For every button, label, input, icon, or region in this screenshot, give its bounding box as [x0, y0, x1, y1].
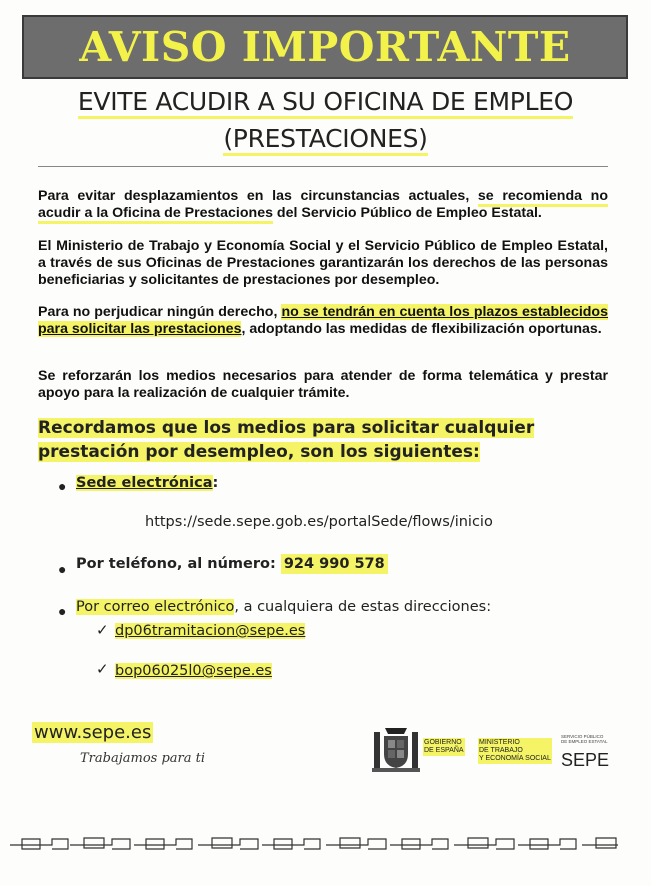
- subtitle-line-2: [0, 124, 651, 153]
- check-icon: ✓: [96, 621, 109, 639]
- sepe-logo-text: SEPE: [561, 750, 610, 770]
- p3-underlined: no se tendrán en cuenta los plazos establecidos para solicitar las prestaciones: [38, 304, 608, 337]
- check-icon: ✓: [96, 660, 109, 678]
- subtitle-text-1: EVITE ACUDIR A SU OFICINA DE EMPLEO: [78, 87, 573, 119]
- website-link[interactable]: www.sepe.es: [34, 722, 152, 743]
- sede-label: Sede electrónica: [76, 475, 213, 491]
- recall-text: Recordamos que los medios para solicitar cualquier prestación por desempleo, son los siguientes:: [38, 418, 535, 462]
- p3-text-a: Para no perjudicar ningún derecho,: [38, 304, 282, 320]
- ministerio-line-3: Y ECONOMÍA SOCIAL: [479, 755, 551, 762]
- divider: [38, 166, 608, 167]
- government-logo: [371, 722, 627, 778]
- email-link-1[interactable]: dp06tramitacion@sepe.es: [115, 623, 306, 639]
- email-label: Por correo electrónico: [76, 599, 235, 615]
- p1-underlined: se recomienda no acudir a la Oficina de Prestaciones: [38, 188, 608, 224]
- paragraph-1: [38, 188, 608, 222]
- sede-url-link[interactable]: https://sede.sepe.gob.es/portalSede/flows/inicio: [145, 514, 493, 530]
- banner-title: AVISO IMPORTANTE: [79, 23, 571, 71]
- email-link-2[interactable]: bop06025l0@sepe.es: [115, 663, 272, 679]
- bullet-email: [76, 599, 491, 615]
- sede-suffix: :: [212, 475, 219, 491]
- bullet-dot-1: ●: [58, 478, 67, 494]
- gobierno-label: [423, 738, 465, 756]
- footer-border-pattern: [10, 829, 640, 857]
- ministerio-line-1: MINISTERIO: [479, 739, 520, 746]
- gobierno-line-1: GOBIERNO: [424, 739, 462, 746]
- phone-number: 924 990 578: [281, 554, 388, 574]
- paragraph-4: Se reforzarán los medios necesarios para atender de forma telemática y prestar apoyo para la realización de cualquier trámite.: [38, 368, 608, 401]
- subtitle-line-1: [0, 87, 651, 116]
- p1-text-b: del Servicio Público de Empleo Estatal.: [272, 205, 542, 221]
- sepe-fullname-line-2: DE EMPLEO ESTATAL: [561, 739, 608, 744]
- tagline: Trabajamos para ti: [80, 751, 205, 766]
- ministerio-label: [478, 738, 552, 764]
- bullet-phone: [76, 556, 388, 572]
- p1-text-a: Para evitar desplazamientos en las circunstancias actuales,: [38, 188, 478, 204]
- bullet-dot-3: ●: [58, 603, 67, 619]
- bullet-dot-2: ●: [58, 561, 67, 577]
- recall-heading: [38, 416, 613, 464]
- email-suffix: , a cualquiera de estas direcciones:: [234, 599, 492, 615]
- paragraph-2: El Ministerio de Trabajo y Economía Social y el Servicio Público de Empleo Estatal, a través de sus Oficinas de Prestaciones garantizarán los derechos de las personas beneficiarias y solicitantes de prestaciones por desempleo.: [38, 238, 608, 288]
- p3-text-b: , adoptando las medidas de flexibilización oportunas.: [241, 321, 602, 337]
- ministerio-line-2: DE TRABAJO: [479, 747, 523, 754]
- notice-banner: [22, 15, 628, 79]
- subtitle-text-2: (PRESTACIONES): [223, 124, 427, 156]
- coat-of-arms-icon: [371, 722, 421, 778]
- sepe-fullname-line-1: SERVICIO PÚBLICO: [561, 734, 604, 739]
- paragraph-3: [38, 304, 608, 338]
- bullet-sede: [76, 475, 218, 491]
- phone-label: Por teléfono, al número:: [76, 556, 281, 572]
- gobierno-line-2: DE ESPAÑA: [424, 747, 464, 754]
- sepe-fullname: [561, 734, 608, 744]
